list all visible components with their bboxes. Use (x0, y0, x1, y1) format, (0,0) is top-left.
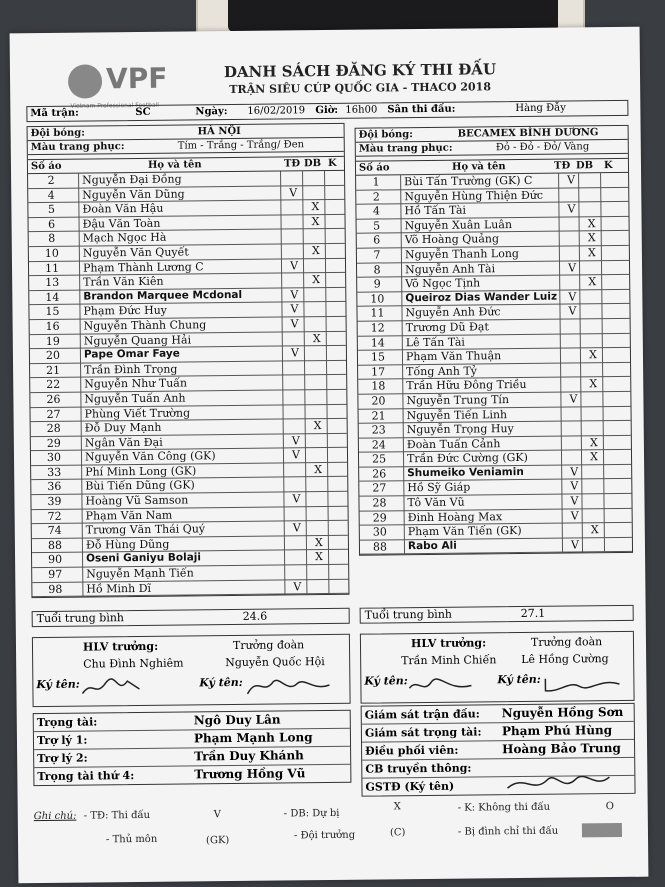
signature-label: Ký tên: (199, 675, 243, 690)
official-name: Phạm Phú Hùng (501, 723, 613, 739)
player-name: Trần Hữu Đông Triều (406, 378, 527, 393)
shirt-number: 20 (371, 394, 386, 408)
shirt-number: 10 (44, 246, 59, 260)
starting-mark: V (570, 479, 579, 493)
kit-row (356, 140, 628, 157)
team-name: BECAMEX BÌNH DƯƠNG (457, 127, 599, 140)
team-label: Đội bóng: (30, 127, 85, 140)
starting-mark: V (293, 579, 302, 594)
player-name: Nguyễn Mạnh Tiến (86, 566, 194, 581)
time-label: Giờ: (315, 104, 339, 117)
coach-signature (77, 675, 147, 702)
signature-label: Ký tên: (497, 672, 541, 687)
player-name: Phạm Văn Tiến (GK) (407, 524, 522, 539)
substitute-mark: X (311, 200, 320, 214)
player-name: Hồ Tấn Tài (404, 203, 467, 218)
note-suspended: - Bị đình chỉ thi đấu (457, 825, 559, 838)
starting-mark: V (568, 290, 577, 304)
kit-row (28, 138, 344, 155)
suspended-swatch (582, 823, 622, 837)
coach-label: HLV trưởng: (82, 639, 159, 654)
avg-label: Tuổi trung bình (364, 607, 453, 622)
starting-mark: V (290, 288, 299, 302)
player-name: Đinh Hoàng Max (407, 509, 503, 524)
note-td: - TĐ: Thi đấu (83, 809, 151, 822)
starting-mark: V (567, 202, 576, 216)
home-officials (32, 634, 351, 707)
col-db: DB (575, 160, 594, 172)
starting-mark: V (567, 173, 576, 187)
official-role: Điều phối viên: (365, 743, 459, 758)
starting-mark: V (290, 302, 299, 316)
player-name: Trương Dũ Đạt (405, 320, 489, 335)
player-name: Nguyễn Anh Đức (405, 305, 501, 320)
shirt-number: 21 (371, 408, 386, 423)
substitute-mark: X (311, 214, 320, 228)
official-name: Nguyễn Hồng Sơn (501, 704, 624, 721)
signature-label: Ký tên: (36, 677, 80, 692)
player-name: Đỗ Duy Mạnh (84, 420, 162, 435)
shirt-number: 6 (47, 217, 56, 231)
shirt-number: 22 (46, 378, 61, 392)
player-name: Nguyễn Hùng Thiện Đức (404, 188, 544, 203)
kit-colors: Đỏ - Đỏ - Đỏ/ Vàng (495, 141, 590, 154)
player-name: Nguyễn Thành Chung (83, 318, 207, 333)
player-name: Nguyễn Như Tuấn (84, 376, 188, 391)
player-name: Nguyễn Văn Quyết (82, 245, 189, 260)
official-role: CB truyền thông: (365, 761, 472, 776)
kit-label: Màu trang phục: (30, 141, 125, 154)
player-name: Trần Đình Trọng (84, 362, 178, 377)
player-name: Ngân Văn Đại (84, 435, 163, 450)
starting-mark: V (291, 433, 300, 448)
official-name: Ngô Duy Lân (193, 712, 281, 728)
player-name: Nguyễn Trung Tín (406, 393, 510, 408)
manager-name: Lê Hồng Cường (521, 652, 609, 666)
player-name: Phạm Văn Thuận (405, 349, 502, 364)
shirt-number: 20 (45, 348, 61, 363)
substitute-mark: X (314, 462, 323, 477)
shirt-number: 5 (373, 219, 381, 233)
player-name: Trần Văn Kiên (83, 274, 164, 289)
player-name: Hồ Minh Dĩ (86, 581, 152, 596)
col-td: TĐ (553, 160, 571, 172)
note-gk-symbol: (GK) (205, 835, 230, 847)
official-role: Trợ lý 2: (37, 751, 88, 766)
player-row (32, 579, 348, 597)
player-name: Trần Đức Cường (GK) (406, 451, 528, 466)
player-name: Phí Minh Long (GK) (85, 464, 197, 479)
starting-mark: V (567, 260, 577, 275)
away-officials (360, 631, 635, 704)
shirt-number: 19 (45, 334, 60, 348)
shirt-number: 27 (46, 407, 61, 421)
player-name: Võ Ngọc Tịnh (405, 276, 481, 291)
substitute-mark: X (311, 244, 320, 258)
starting-mark: V (290, 317, 299, 331)
coach-label: HLV trưởng: (410, 636, 487, 651)
date: 16/02/2019 (247, 105, 306, 117)
official-row (34, 765, 350, 785)
player-name: Nguyễn Trọng Huy (406, 422, 514, 437)
col-db: DB (303, 158, 322, 170)
notes-label: Ghi chú: (33, 810, 77, 823)
shirt-number: 30 (46, 451, 62, 465)
substitute-mark: X (312, 331, 321, 345)
note-td-symbol: V (213, 809, 222, 821)
official-role: Trợ lý 1: (36, 733, 88, 748)
manager-label: Trưởng đoàn (232, 638, 305, 653)
starting-mark: V (570, 465, 579, 479)
player-name: Phạm Đức Huy (83, 304, 168, 318)
referees-table (33, 710, 352, 786)
substitute-mark: X (587, 231, 596, 245)
shirt-number: 6 (373, 233, 381, 247)
team-name: HÀ NỘI (197, 125, 241, 138)
substitute-mark: X (590, 450, 599, 464)
player-name: Đoàn Văn Hậu (82, 201, 164, 216)
legend-notes (33, 801, 634, 861)
shirt-number: 33 (47, 465, 62, 479)
shirt-number: 28 (46, 421, 61, 436)
shirt-number: 9 (373, 277, 381, 291)
starting-mark: V (292, 492, 301, 506)
player-list (356, 173, 632, 555)
substitute-mark: X (314, 535, 323, 549)
kit-colors: Tím - Trắng - Trắng/ Đen (177, 139, 305, 152)
ball-icon (68, 64, 102, 98)
note-captain: - Đội trưởng (293, 829, 356, 842)
player-name: Võ Hoàng Quảng (404, 232, 500, 247)
shirt-number: 25 (371, 452, 387, 466)
player-name: Bùi Tấn Trường (GK) C (404, 173, 533, 189)
starting-mark: V (569, 392, 578, 406)
shirt-number: 29 (372, 511, 387, 525)
starting-mark: V (568, 304, 577, 318)
substitute-mark: X (587, 246, 596, 260)
starting-mark: V (289, 258, 299, 272)
shirt-number: 8 (48, 232, 56, 246)
shirt-number: 5 (47, 203, 55, 217)
shirt-number: 74 (47, 524, 62, 538)
substitute-mark: X (312, 273, 321, 287)
substitute-mark: X (587, 216, 596, 231)
shirt-number: 4 (372, 204, 381, 218)
note-k: - K: Không thi đấu (457, 801, 551, 814)
stadium-label: Sân thi đấu: (387, 103, 456, 116)
shirt-number: 39 (47, 494, 62, 509)
player-list (28, 171, 348, 598)
shirt-number: 15 (370, 350, 386, 364)
player-row (360, 538, 632, 555)
substitute-mark: X (589, 435, 598, 449)
col-number: Số áo (358, 162, 390, 174)
player-name: Bùi Tiến Dũng (GK) (85, 478, 195, 494)
starting-mark: V (570, 494, 579, 508)
avg-value: 24.6 (242, 609, 268, 623)
player-name: Tống Anh Tỷ (406, 364, 478, 378)
starting-mark: V (570, 538, 579, 552)
player-name: Shumeiko Veniamin (407, 465, 524, 480)
shirt-number: 10 (370, 292, 385, 306)
manager-label: Trưởng đoàn (530, 635, 603, 649)
player-name: Nguyễn Quang Hải (83, 332, 192, 348)
shirt-number: 29 (46, 436, 61, 450)
col-k: K (327, 157, 337, 169)
official-name: Trương Hồng Vũ (194, 766, 306, 782)
shirt-number: 30 (372, 525, 387, 539)
avg-value: 27.1 (520, 606, 546, 621)
shirt-number: 98 (48, 582, 63, 596)
starting-mark: V (290, 346, 299, 360)
shirt-number: 36 (47, 480, 62, 494)
shirt-number: 11 (370, 306, 385, 320)
player-name: Nguyễn Thanh Long (404, 246, 519, 262)
col-number: Số áo (30, 160, 62, 173)
home-average-age (32, 608, 350, 627)
match-code-label: Mã trận: (30, 107, 79, 120)
shirt-number: 7 (373, 248, 381, 262)
player-name: Đậu Văn Toàn (82, 216, 161, 231)
shirt-number: 24 (371, 438, 386, 452)
coach-signature (405, 671, 475, 698)
shirt-number: 21 (46, 363, 61, 377)
shirt-number: 11 (44, 261, 60, 275)
registration-sheet (10, 27, 649, 884)
note-db-symbol: X (393, 801, 401, 813)
note-db: - DB: Dự bị (283, 807, 340, 820)
away-team-table (355, 125, 633, 556)
home-team-table (27, 123, 350, 599)
player-name: Phùng Viết Trường (84, 405, 191, 421)
shirt-number: 13 (45, 275, 60, 290)
logo-text: VPF (105, 61, 168, 96)
manager-signature (243, 673, 333, 700)
signature-label: Ký tên: (364, 674, 408, 688)
shirt-number: 2 (372, 190, 380, 204)
substitute-mark: X (588, 348, 597, 362)
date-label: Ngày: (195, 106, 228, 118)
player-name: Mạch Ngọc Hà (82, 231, 167, 245)
starting-mark: V (570, 509, 579, 523)
note-k-symbol: O (605, 801, 614, 813)
substitute-mark: X (313, 419, 322, 433)
player-name: Lê Tấn Tài (405, 335, 465, 349)
kit-label: Màu trang phục: (358, 142, 453, 155)
player-name: Nguyễn Xuân Luân (404, 217, 513, 232)
note-captain-symbol: (C) (389, 827, 406, 839)
match-code: SC (135, 106, 151, 119)
player-name: Nguyễn Văn Công (GK) (84, 449, 216, 464)
shirt-number: 12 (370, 321, 385, 335)
shirt-number: 17 (371, 365, 386, 379)
player-name: Tô Văn Vũ (407, 495, 465, 510)
shirt-number: 88 (372, 540, 388, 554)
vpf-logo (68, 61, 188, 110)
player-name: Phạm Thành Lương C (82, 259, 204, 275)
official-role: Trọng tài thứ 4: (37, 769, 135, 784)
substitute-mark: X (589, 377, 598, 391)
col-td: TĐ (283, 158, 301, 170)
shirt-number: 72 (47, 509, 62, 523)
player-name: Oseni Ganiyu Bolaji (86, 551, 202, 565)
manager-name: Nguyễn Quốc Hội (225, 655, 325, 670)
substitute-mark: X (588, 275, 597, 289)
starting-mark: V (292, 521, 301, 535)
logo-subtext: Vietnam Professional Football (70, 101, 160, 110)
shirt-number: 16 (45, 319, 60, 333)
player-name: Đoàn Tuấn Cảnh (406, 436, 501, 451)
supervisor-signature (503, 767, 613, 798)
player-name: Hoàng Vũ Samson (85, 493, 189, 508)
player-name: Đỗ Hùng Dũng (85, 537, 170, 552)
shirt-number: 1 (372, 175, 380, 189)
note-gk: - Thủ môn (105, 833, 158, 846)
official-role: Giám sát trọng tài: (364, 725, 482, 740)
player-name: Queiroz Dias Wander Luiz (405, 290, 558, 304)
player-name: Trương Văn Thái Quý (85, 522, 206, 537)
shirt-number: 28 (372, 496, 387, 510)
shirt-number: 88 (47, 538, 62, 552)
shirt-number: 2 (47, 173, 55, 187)
shirt-number: 4 (47, 188, 55, 202)
player-name: Phạm Văn Nam (85, 508, 173, 523)
stadium: Hàng Đẫy (515, 102, 566, 115)
player-name: Nguyễn Anh Tài (404, 261, 496, 276)
shirt-number: 23 (371, 423, 386, 437)
starting-mark: V (291, 448, 301, 462)
official-role: GSTĐ (Ký tên) (365, 779, 455, 794)
shirt-number: 14 (45, 290, 60, 304)
avg-label: Tuổi trung bình (36, 611, 125, 626)
coach-name: Chu Đình Nghiêm (83, 656, 184, 671)
col-name: Họ và tên (451, 161, 506, 173)
substitute-mark: X (315, 550, 324, 564)
player-name: Nguyễn Văn Dũng (82, 187, 185, 202)
player-name: Nguyễn Tuấn Anh (84, 391, 186, 406)
substitute-mark: X (590, 523, 599, 537)
shirt-number: 8 (373, 263, 381, 277)
away-average-age (360, 605, 634, 624)
shirt-number: 90 (48, 553, 63, 567)
col-k: K (603, 160, 613, 172)
official-role: Giám sát trận đấu: (364, 707, 480, 722)
player-name: Hồ Sỹ Giáp (407, 480, 471, 495)
shirt-number: 18 (371, 379, 386, 393)
manager-signature (539, 670, 625, 697)
col-name: Họ và tên (147, 159, 202, 171)
starting-mark: V (289, 185, 298, 199)
time: 16h00 (345, 104, 378, 116)
player-name: Pape Omar Faye (83, 347, 180, 361)
player-name: Nguyễn Tiến Linh (406, 407, 508, 422)
shirt-number: 15 (45, 305, 60, 319)
team-label: Đội bóng: (358, 129, 414, 141)
shirt-number: 14 (370, 335, 385, 350)
coach-name: Trần Minh Chiến (401, 653, 497, 668)
official-role: Trọng tài: (36, 715, 98, 730)
player-name: Nguyễn Đại Đồng (82, 172, 182, 187)
shirt-number: 26 (372, 467, 387, 481)
official-name: Trần Duy Khánh (194, 748, 304, 764)
shirt-number: 97 (48, 567, 63, 581)
sheet-subtitle: TRẬN SIÊU CÚP QUỐC GIA - THACO 2018 (229, 80, 492, 97)
official-name: Hoàng Bảo Trung (502, 740, 621, 757)
shirt-number: 27 (372, 481, 387, 496)
official-name: Phạm Mạnh Long (193, 730, 313, 746)
player-name: Rabo Ali (407, 539, 457, 553)
shirt-number: 26 (46, 392, 61, 406)
player-name: Brandon Marquee Mcdonal (83, 288, 243, 303)
sheet-title: DANH SÁCH ĐĂNG KÝ THI ĐẤU (223, 60, 497, 82)
